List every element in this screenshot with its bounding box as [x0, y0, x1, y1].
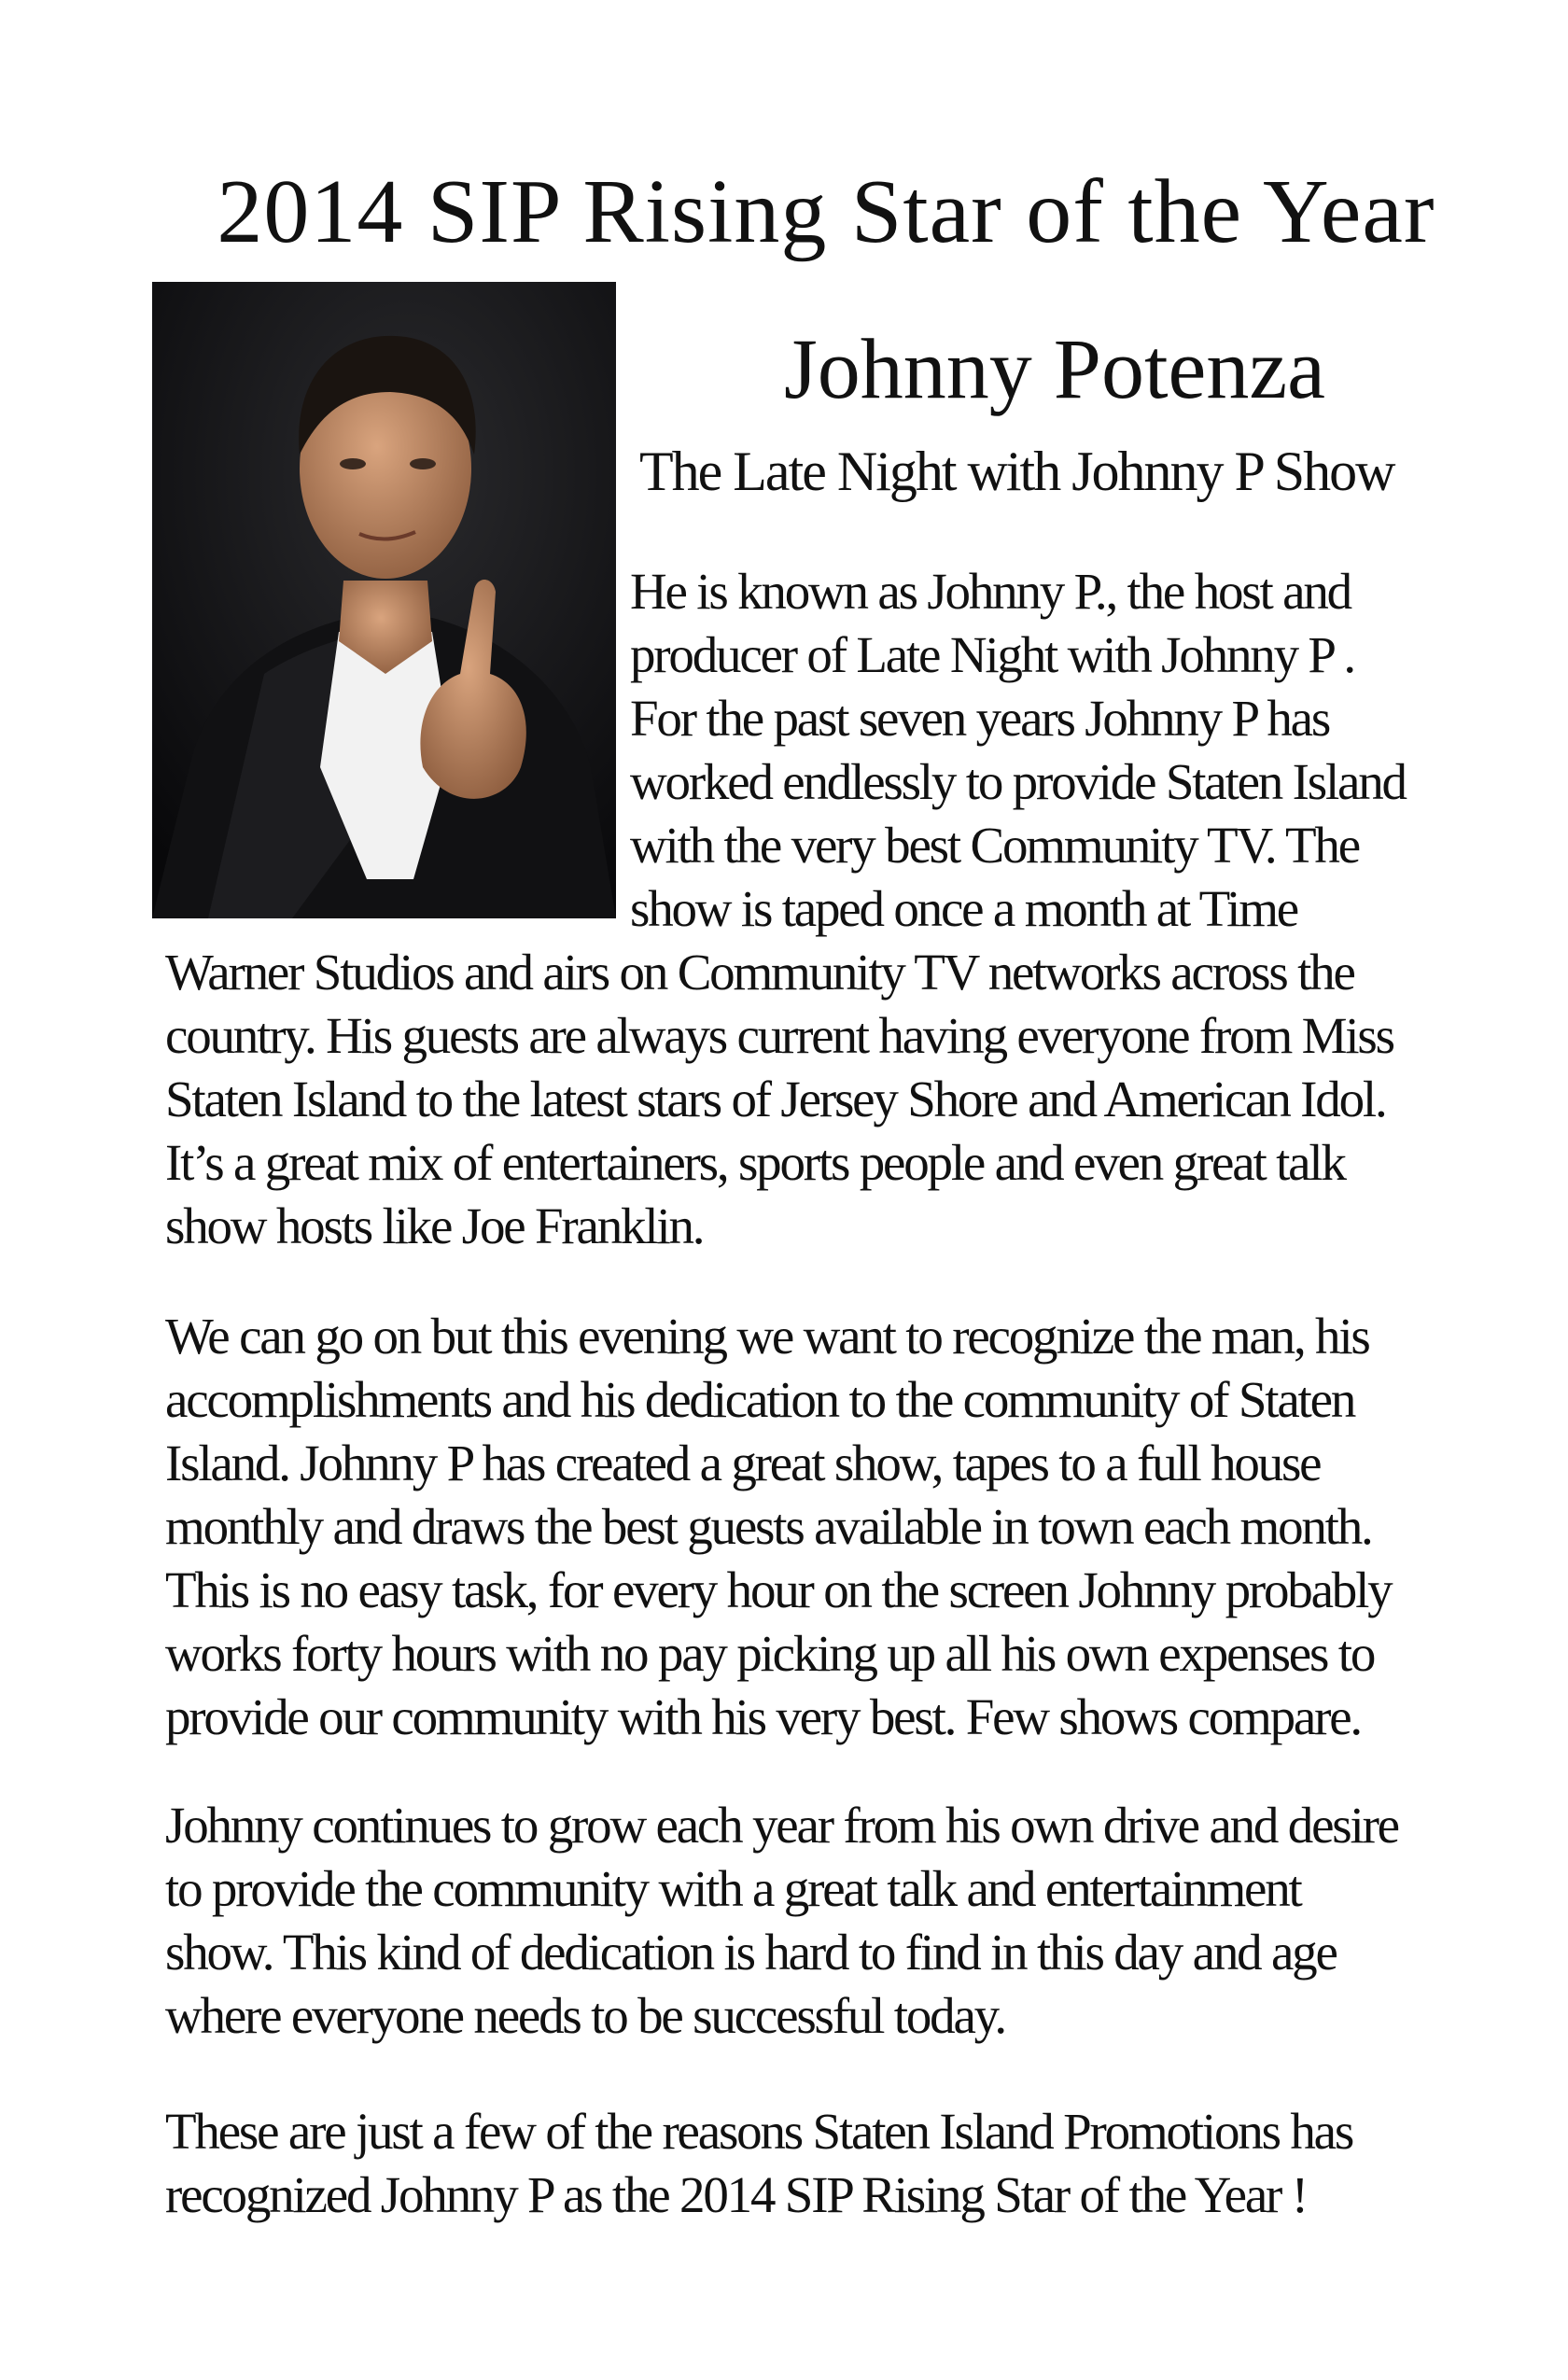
- text-line: country. His guests are always current having everyone from Miss: [165, 1007, 1393, 1064]
- paragraph-recognition: [165, 1305, 1500, 1749]
- text-line: show is taped once a month at Time: [630, 880, 1297, 937]
- text-line: accomplishments and his dedication to the community of Staten: [165, 1371, 1355, 1428]
- text-line: works forty hours with no pay picking up all his own expenses to: [165, 1625, 1375, 1682]
- text-line: producer of Late Night with Johnny P .: [630, 626, 1354, 683]
- portrait-photo: [152, 282, 616, 918]
- text-line: monthly and draws the best guests available in town each month.: [165, 1498, 1372, 1555]
- text-line: It’s a great mix of entertainers, sports people and even great talk: [165, 1134, 1345, 1191]
- text-line: For the past seven years Johnny P has: [630, 690, 1330, 747]
- text-line: where everyone needs to be successful today.: [165, 1987, 1005, 2044]
- text-line: show. This kind of dedication is hard to find in this day and age: [165, 1924, 1337, 1981]
- text-line: recognized Johnny P as the 2014 SIP Rising Star of the Year !: [165, 2166, 1307, 2223]
- text-line: He is known as Johnny P., the host and: [630, 563, 1351, 620]
- show-title: The Late Night with Johnny P Show: [639, 441, 1394, 502]
- person-name: Johnny Potenza: [783, 321, 1326, 416]
- intro-side-text: [630, 560, 1498, 941]
- paragraph-dedication: [165, 1794, 1500, 2048]
- text-line: to provide the community with a great talk and entertainment: [165, 1860, 1301, 1917]
- text-line: provide our community with his very best. Few shows compare.: [165, 1688, 1361, 1745]
- text-line: We can go on but this evening we want to recognize the man, his: [165, 1308, 1369, 1365]
- paragraph-closing: [165, 2100, 1500, 2227]
- intro-wide-text: [165, 941, 1500, 1258]
- text-line: Warner Studios and airs on Community TV networks across the: [165, 944, 1354, 1001]
- text-line: These are just a few of the reasons Staten Island Promotions has: [165, 2103, 1353, 2160]
- text-line: This is no easy task, for every hour on the screen Johnny probably: [165, 1561, 1392, 1618]
- text-line: Johnny continues to grow each year from his own drive and desire: [165, 1797, 1398, 1854]
- page-title: 2014 SIP Rising Star of the Year: [217, 161, 1435, 262]
- text-line: Island. Johnny P has created a great show, tapes to a full house: [165, 1435, 1321, 1491]
- text-line: Staten Island to the latest stars of Jersey Shore and American Idol.: [165, 1071, 1386, 1127]
- text-line: show hosts like Joe Franklin.: [165, 1197, 704, 1254]
- text-line: worked endlessly to provide Staten Island: [630, 753, 1406, 810]
- text-line: with the very best Community TV. The: [630, 817, 1359, 874]
